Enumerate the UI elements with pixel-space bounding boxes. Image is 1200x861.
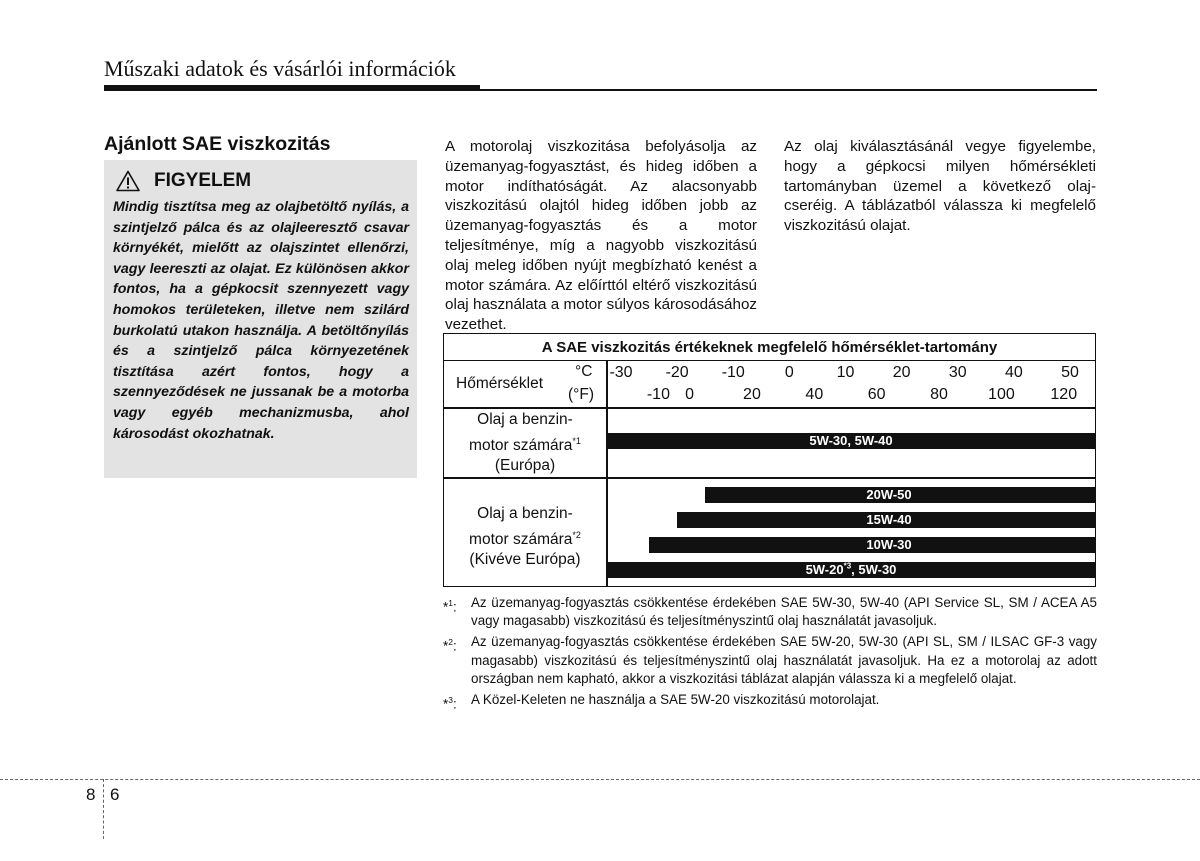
viscosity-bar-label: 15W-40 bbox=[866, 512, 912, 527]
celsius-tick-label: 20 bbox=[892, 364, 911, 381]
fahrenheit-tick-label: 0 bbox=[685, 386, 695, 403]
footnote bbox=[443, 691, 1097, 712]
viscosity-bar-label: 20W-50 bbox=[866, 487, 912, 502]
row-label-line bbox=[444, 525, 606, 551]
row-label-footnote-mark: *1 bbox=[572, 435, 581, 446]
footer-dashed-rule bbox=[0, 779, 1200, 780]
row-label-line: (Kivéve Európa) bbox=[469, 551, 581, 569]
warning-triangle-icon bbox=[116, 170, 140, 192]
celsius-tick-label: -20 bbox=[665, 364, 689, 381]
celsius-tick-label: -30 bbox=[609, 364, 633, 381]
footnote-mark: *$^1$: bbox=[443, 598, 457, 615]
row-label-line bbox=[444, 431, 606, 457]
row-label-line: Olaj a benzin- bbox=[477, 411, 573, 428]
viscosity-bar-label: 10W-30 bbox=[866, 537, 912, 552]
row-label-non-europe bbox=[444, 504, 606, 571]
fahrenheit-tick-label: 100 bbox=[988, 386, 1015, 403]
celsius-tick-label: -10 bbox=[721, 364, 745, 381]
header-rule-thick bbox=[104, 85, 480, 91]
celsius-tick-label: 0 bbox=[784, 364, 794, 381]
table-divider-header bbox=[444, 407, 1095, 409]
section-title: Ajánlott SAE viszkozitás bbox=[104, 133, 331, 155]
celsius-tick-label: 30 bbox=[948, 364, 967, 381]
celsius-tick-label: 50 bbox=[1061, 364, 1079, 381]
fahrenheit-tick-label: 120 bbox=[1050, 386, 1078, 403]
unit-celsius: °C bbox=[575, 363, 593, 380]
table-title: A SAE viszkozitás értékeknek megfelelő hőmérséklet-tartomány bbox=[444, 334, 1095, 361]
footnote-mark: *$^3$: bbox=[443, 695, 457, 712]
page-header-title: Műszaki adatok és vásárlói információk bbox=[104, 56, 456, 81]
footnote-text: A Közel-Keleten ne használja a SAE 5W-20 viszkozitású motorolajat. bbox=[471, 692, 880, 708]
warning-text: Mindig tisztítsa meg az olajbetöltő nyílás, a szintjelző pálca és az olajleeresztő csavar környékét, mielőtt az olajszintet ellenőrzi, vagy leereszti az olajat. Ez különösen akkor fontos, ha a gépkocsit szennyezett vagy homokos területeken, illetve nem szilárd burkolatú utakon használja. A betöltőnyílás és a szintjelző pálca környezetének tisztítása azért fontos, hogy a szennyeződések ne jussanak be a motorba vagy egyéb mechanizmusba, ahol károsodást okozhatnak. bbox=[113, 199, 409, 442]
fahrenheit-tick-label: 20 bbox=[743, 386, 761, 403]
row-label-line: Olaj a benzin- bbox=[477, 505, 573, 522]
footnote bbox=[443, 633, 1097, 688]
footnote-text: Az üzemanyag-fogyasztás csökkentése érdekében SAE 5W-30, 5W-40 (API Service SL, SM / ACEA A5 vagy magasabb) viszkozitású és teljesítményszintű olaj használatát javasoljuk. bbox=[471, 595, 1097, 629]
unit-fahrenheit: (°F) bbox=[568, 386, 594, 403]
body-text-column-2: A motorolaj viszkozitása befolyásolja az üzemanyag-fogyasztást, és hideg időben a motor indíthatóságát. Az alacsonyabb viszkozitású olajtól hideg időben jobb az üzemanyag-fogyasztás és a motor teljesítménye, míg a nagyobb viszkozitású olaj meleg időben nyújt megbízható kenést a motor számára. Az előírttól eltérő viszkozitású olaj használata a motor súlyos károsodásához vezethet. bbox=[445, 138, 757, 334]
table-divider-rows bbox=[444, 477, 1095, 479]
fahrenheit-tick-label: -10 bbox=[646, 386, 670, 403]
row-label-line: (Európa) bbox=[494, 457, 556, 475]
viscosity-bar-label: 5W-30, 5W-40 bbox=[809, 433, 893, 448]
warning-header bbox=[113, 167, 409, 195]
footnote-text: Az üzemanyag-fogyasztás csökkentése érdekében SAE 5W-20, 5W-30 (API SL, SM / ILSAC GF-3 vagy magasabb) viszkozitású és teljesítményszintű olaj használatát javasoljuk. Ha ez a motorolaj az adott országban nem kapható, akkor a viszkozitási táblázat alapján válassza ki a megfelelő olajat. bbox=[471, 634, 1097, 686]
row-label-text: motor számára bbox=[469, 530, 573, 548]
row-label-europe bbox=[444, 410, 606, 477]
footnotes bbox=[443, 594, 1097, 712]
fahrenheit-tick-label: 80 bbox=[930, 386, 948, 403]
footnote bbox=[443, 594, 1097, 630]
footnote-mark: *$^2$: bbox=[443, 637, 457, 654]
celsius-tick-label: 10 bbox=[836, 364, 855, 381]
footer-dashed-divider bbox=[103, 779, 104, 839]
body-text-column-3: Az olaj kiválasztásánál vegye figyelembe, hogy a gépkocsi milyen hőmérsékleti tartományban üzemel a következő olajcseréig. A táblázatból válassza ki megfelelő viszkozitású olajat. bbox=[784, 138, 1096, 235]
header-rule-thin bbox=[480, 89, 1097, 91]
page-chapter-number: 8 bbox=[86, 785, 96, 804]
table-divider-vertical bbox=[606, 361, 608, 587]
celsius-tick-label: 40 bbox=[1004, 364, 1023, 381]
viscosity-table bbox=[443, 333, 1096, 587]
fahrenheit-tick-label: 40 bbox=[805, 386, 824, 403]
temperature-label: Hőmérséklet bbox=[456, 375, 543, 392]
viscosity-bar-label: 5W-20$^{*3}$, 5W-30 bbox=[805, 561, 897, 577]
warning-box bbox=[104, 160, 417, 478]
row-label-text: motor számára bbox=[469, 436, 573, 454]
row-label-footnote-mark: *2 bbox=[572, 529, 581, 540]
warning-title: FIGYELEM bbox=[154, 170, 252, 191]
page-number: 6 bbox=[110, 785, 120, 804]
fahrenheit-tick-label: 60 bbox=[867, 386, 886, 403]
